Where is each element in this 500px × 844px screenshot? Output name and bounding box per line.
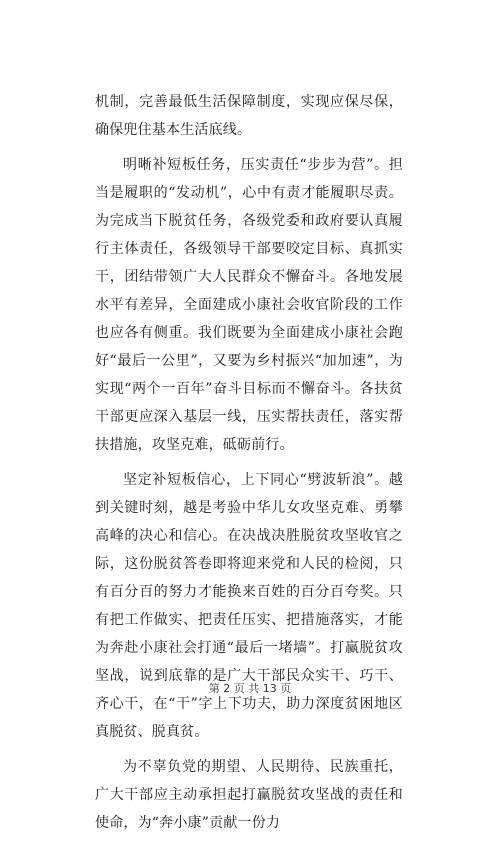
paragraph-3: 坚定补短板信心，上下同心“劈波斩浪”。越到关键时刻，越是考验中华儿女攻坚克难、勇攀高峰的决心和信心。在决战决胜脱贫攻坚收官之际，这份脱贫答卷即将迎来党和人民的检阅，只有百分百的努力才能换来百姓的百分百夸奖。只有把工作做实、把责任压实、把措施落实，才能为奔赴小康社会打通“最后一堵墙”。打赢脱贫攻坚战，说到底靠的是广大干部民众实干、巧干、齐心干，在“干”字上下功夫，助力深度贫困地区真脱贫、脱真贫。: [95, 472, 403, 740]
paragraph-1: 机制，完善最低生活保障制度，实现应保尽保，确保兜住基本生活底线。: [95, 94, 403, 138]
page-number-footer: 第 2 页 共 13 页: [208, 682, 292, 695]
paragraph-2: 明晰补短板任务，压实责任“步步为营”。担当是履职的“发动机”，心中有责才能履职尽责。为完成当下脱贫任务，各级党委和政府要认真履行主体责任，各级领导干部要咬定目标、真抓实干，团结带领广大人民群众不懈奋斗。各地发展水平有差异，全面建成小康社会收官阶段的工作也应各有侧重。我们既要为全面建成小康社会跑好“最后一公里”，又要为乡村振兴“加加速”，为实现“两个一百年”奋斗目标而不懈奋斗。各扶贫干部更应深入基层一线，压实帮扶责任，落实帮扶措施，攻坚克难，砥砺前行。: [95, 157, 403, 453]
document-body: [95, 88, 403, 844]
paragraph-4: 为不辜负党的期望、人民期待、民族重托，广大干部应主动承担起打赢脱贫攻坚战的责任和使命，为“奔小康”贡献一份力: [95, 759, 403, 831]
